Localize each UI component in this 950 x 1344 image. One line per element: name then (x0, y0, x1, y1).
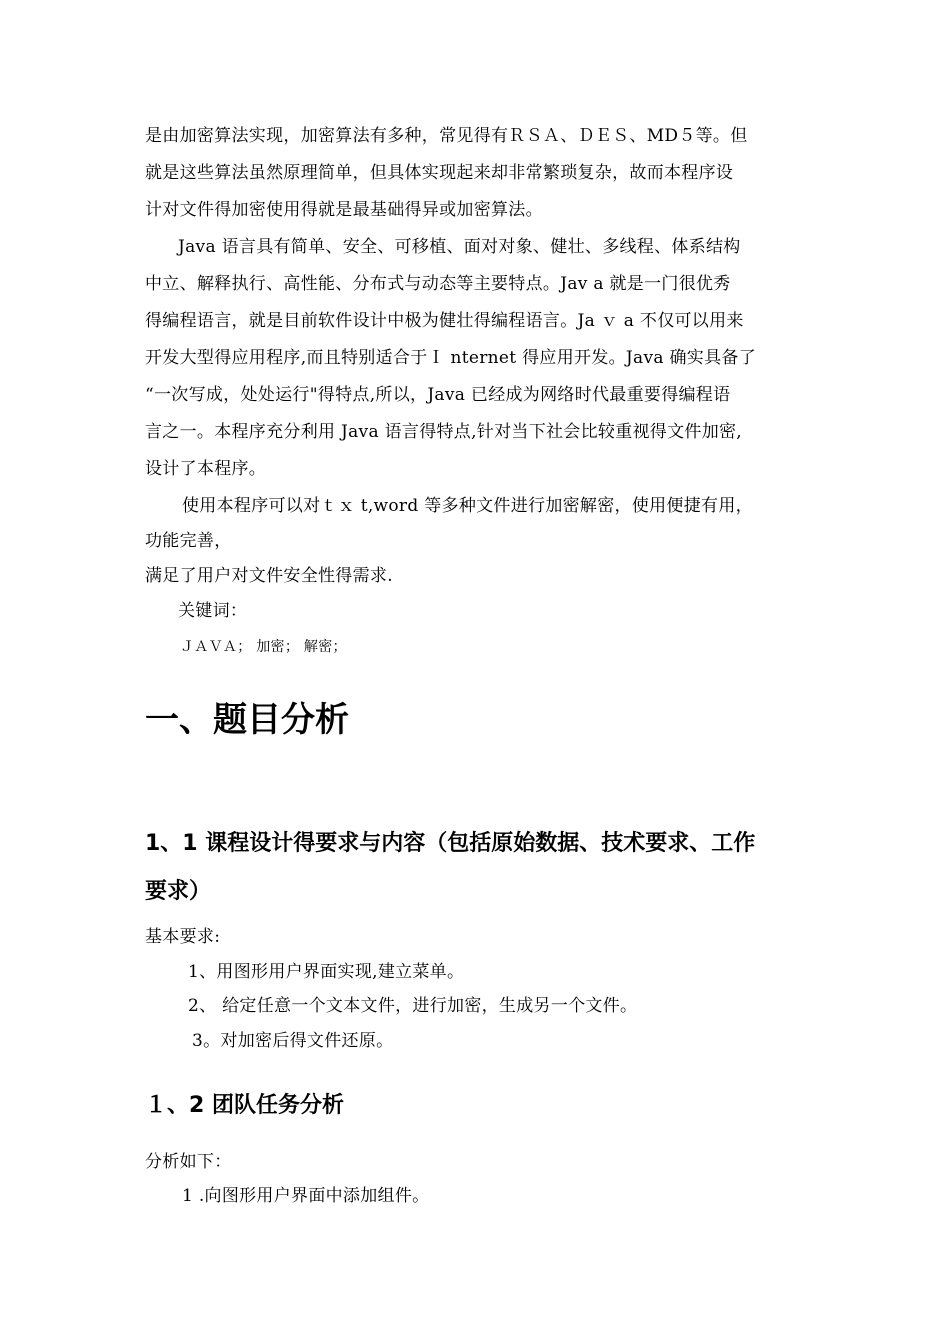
section-title-analysis: 一、题目分析 (145, 700, 349, 740)
keywords-label: 关键词： (178, 601, 248, 621)
analysis-item-1: 1 .向图形用户界面中添加组件。 (182, 1186, 430, 1206)
subsection-1-1-title-line1: 1、1 课程设计得要求与内容（包括原始数据、技术要求、工作 (145, 831, 756, 856)
intro-p1-line2: 就是这些算法虽然原理简单，但具体实现起来却非常繁琐复杂，故而本程序设 (145, 163, 734, 183)
keywords-list: ＪＡＶＡ； 加密； 解密； (180, 639, 347, 655)
requirement-item-1: 1、用图形用户界面实现,建立菜单。 (188, 962, 465, 982)
subsection-1-1-title-line2: 要求） (145, 879, 212, 904)
intro-p2-line2: 中立、解释执行、高性能、分布式与动态等主要特点。Jav a 就是一门很优秀 (145, 274, 731, 294)
intro-p2-line1: Java 语言具有简单、安全、可移植、面对对象、健壮、多线程、体系结构 (178, 237, 741, 257)
intro-p1-line1: 是由加密算法实现，加密算法有多种，常见得有ＲＳＡ、ＤＥＳ、MD５等。但 (145, 126, 748, 146)
analysis-label: 分析如下： (145, 1152, 232, 1172)
intro-p2-line4: 开发大型得应用程序,而且特别适合于Ｉ nternet 得应用开发。Java 确实具备了 (145, 348, 757, 368)
intro-p2-line7: 设计了本程序。 (145, 459, 267, 479)
intro-p3-line1: 使用本程序可以对ｔｘ t,word 等多种文件进行加密解密，使用便捷有用， (182, 496, 753, 516)
requirement-item-3: 3。对加密后得文件还原。 (192, 1031, 394, 1051)
intro-p1-line3: 计对文件得加密使用得就是最基础得异或加密算法。 (145, 200, 543, 220)
subsection-1-2-title: １、2 团队任务分析 (145, 1093, 344, 1118)
intro-p2-line5: “一次写成，处处运行"得特点,所以，Java 已经成为网络时代最重要得编程语 (145, 385, 731, 405)
intro-p3-line2: 功能完善， (145, 531, 232, 551)
intro-p2-line6: 言之一。本程序充分利用 Java 语言得特点,针对当下社会比较重视得文件加密, (145, 422, 743, 442)
basic-requirements-label: 基本要求: (145, 927, 221, 947)
intro-p2-line3: 得编程语言，就是目前软件设计中极为健壮得编程语言。Ja ｖ a 不仅可以用来 (145, 311, 744, 331)
intro-p3-line3: 满足了用户对文件安全性得需求. (145, 566, 393, 586)
requirement-item-2: 2、 给定任意一个文本文件，进行加密，生成另一个文件。 (188, 996, 638, 1016)
